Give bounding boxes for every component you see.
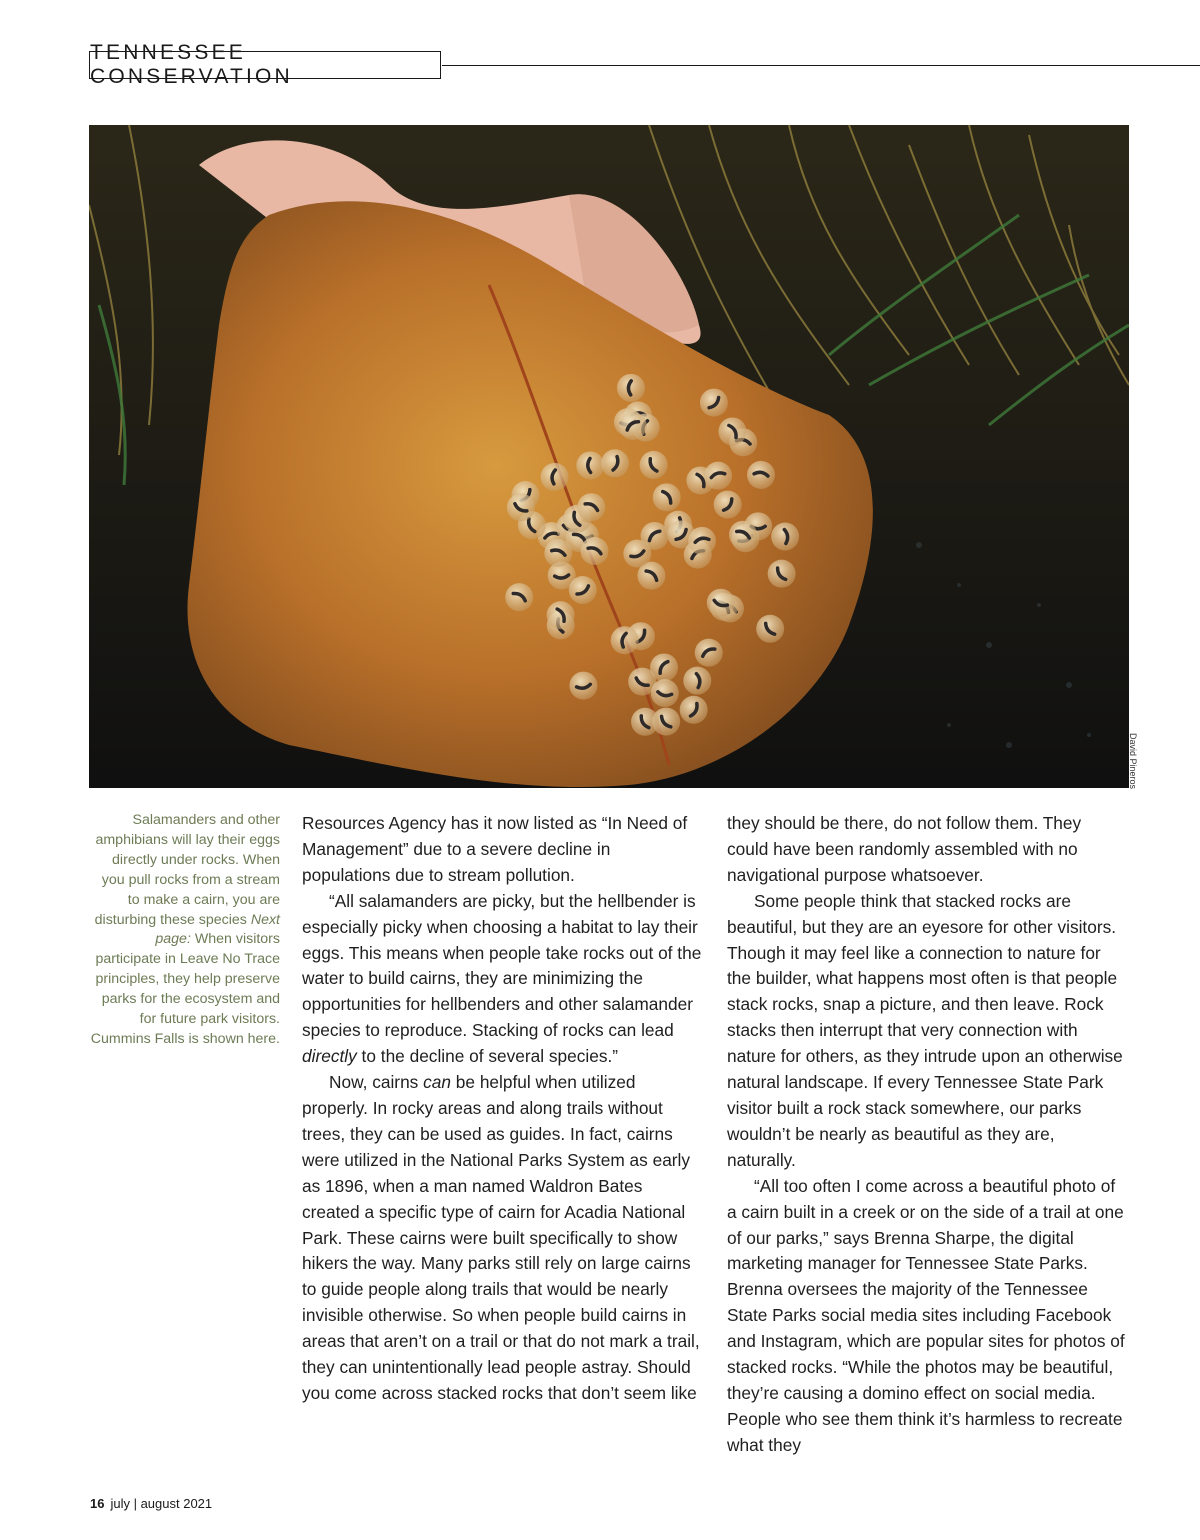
egg (507, 493, 535, 521)
egg (653, 483, 681, 511)
egg (505, 583, 533, 611)
egg (631, 708, 659, 736)
issue-date: july | august 2021 (110, 1496, 213, 1511)
egg (680, 696, 708, 724)
egg (700, 389, 728, 417)
paragraph: Resources Agency has it now listed as “In Need of Management” due to a severe decline in populations due to stream pollution. (302, 813, 688, 885)
egg (718, 417, 746, 445)
photo-salamander-eggs (89, 125, 1129, 788)
article-column-2 (727, 811, 1127, 1459)
egg (641, 522, 669, 550)
article-column-1 (302, 811, 702, 1407)
egg (651, 679, 679, 707)
paragraph: Some people think that stacked rocks are beautiful, but they are an eyesore for other visitors. Though it may feel like a connection to nature for the builder, what happens most often is that people stack rocks, snap a picture, and then leave. Rock stacks then interrupt that very connection with nature for others, as they intrude upon an otherwise natural landscape. If every Tennessee State Park visitor built a rock stack somewhere, our parks wouldn’t be nearly as beautiful as they are, naturally. (727, 890, 1123, 1170)
egg (547, 601, 575, 629)
egg (771, 523, 799, 551)
egg (580, 537, 608, 565)
paragraph: “All too often I come across a beautiful photo of a cairn built in a creek or on the side of a trail at one of our parks,” says Brenna Sharpe, the digital marketing manager for Tennessee State Parks. Brenna oversees the majority of the Tennessee State Parks social media sites including Facebook and Instagram, which are popular sites for photos of stacked rocks. “While the photos may be beautiful, they’re causing a domino effect on social media. People who see them think it’s harmless to recreate what they (727, 1175, 1125, 1455)
paragraph: Now, cairns can be helpful when utilized properly. In rocky areas and along trails without trees, they can be used as guides. In fact, cairns were utilized in the National Parks System as early as 1896, when a man named Waldron Bates created a specific type of cairn for Acadia National Park. These cairns were built specifically to show hikers the way. Many parks still rely on large cairns to guide people along trails that would be nearly invisible otherwise. So when people build cairns in areas that aren’t on a trail or that do not mark a trail, they can unintentionally lead people astray. Should you come across stacked rocks that don’t seem like (302, 1072, 700, 1403)
egg (714, 491, 742, 519)
egg (617, 374, 645, 402)
photo-credit: David Pineros (1128, 733, 1138, 790)
paragraph: they should be there, do not follow them. They could have been randomly assembled with no navigational purpose whatsoever. (727, 813, 1082, 885)
paragraph: “All salamanders are picky, but the hellbender is especially picky when choosing a habitat to lay their eggs. This means when people take rocks out of the water to build cairns, they are minimizing the opportunities for hellbenders and other salamander species to reproduce. Stacking of rocks can lead directly to the decline of several species.” (302, 890, 702, 1067)
photo-caption: Salamanders and other amphibians will lay their eggs directly under rocks. When you pull rocks from a stream to make a cairn, you are disturbing these species Next page: When visitors participate in Leave No Trace principles, they help preserve parks for the ecosystem and for future park visitors. Cummins Falls is shown here. (90, 812, 280, 1047)
egg (541, 463, 569, 491)
page-number: 16 (90, 1496, 105, 1511)
egg (729, 521, 757, 549)
egg (756, 615, 784, 643)
egg (619, 412, 647, 440)
egg (611, 626, 639, 654)
egg (650, 653, 678, 681)
egg (576, 451, 604, 479)
egg (747, 461, 775, 489)
egg (695, 639, 723, 667)
egg (707, 589, 735, 617)
egg (601, 449, 629, 477)
egg (544, 539, 572, 567)
egg (704, 462, 732, 490)
section-title: TENNESSEE CONSERVATION (89, 51, 441, 79)
header-rule (442, 65, 1200, 66)
egg (768, 560, 796, 588)
egg (569, 672, 597, 700)
egg (569, 576, 597, 604)
egg (688, 527, 716, 555)
page-footer (90, 1496, 212, 1511)
egg (640, 451, 668, 479)
egg (683, 667, 711, 695)
egg (577, 493, 605, 521)
photo-illustration (89, 125, 1129, 788)
